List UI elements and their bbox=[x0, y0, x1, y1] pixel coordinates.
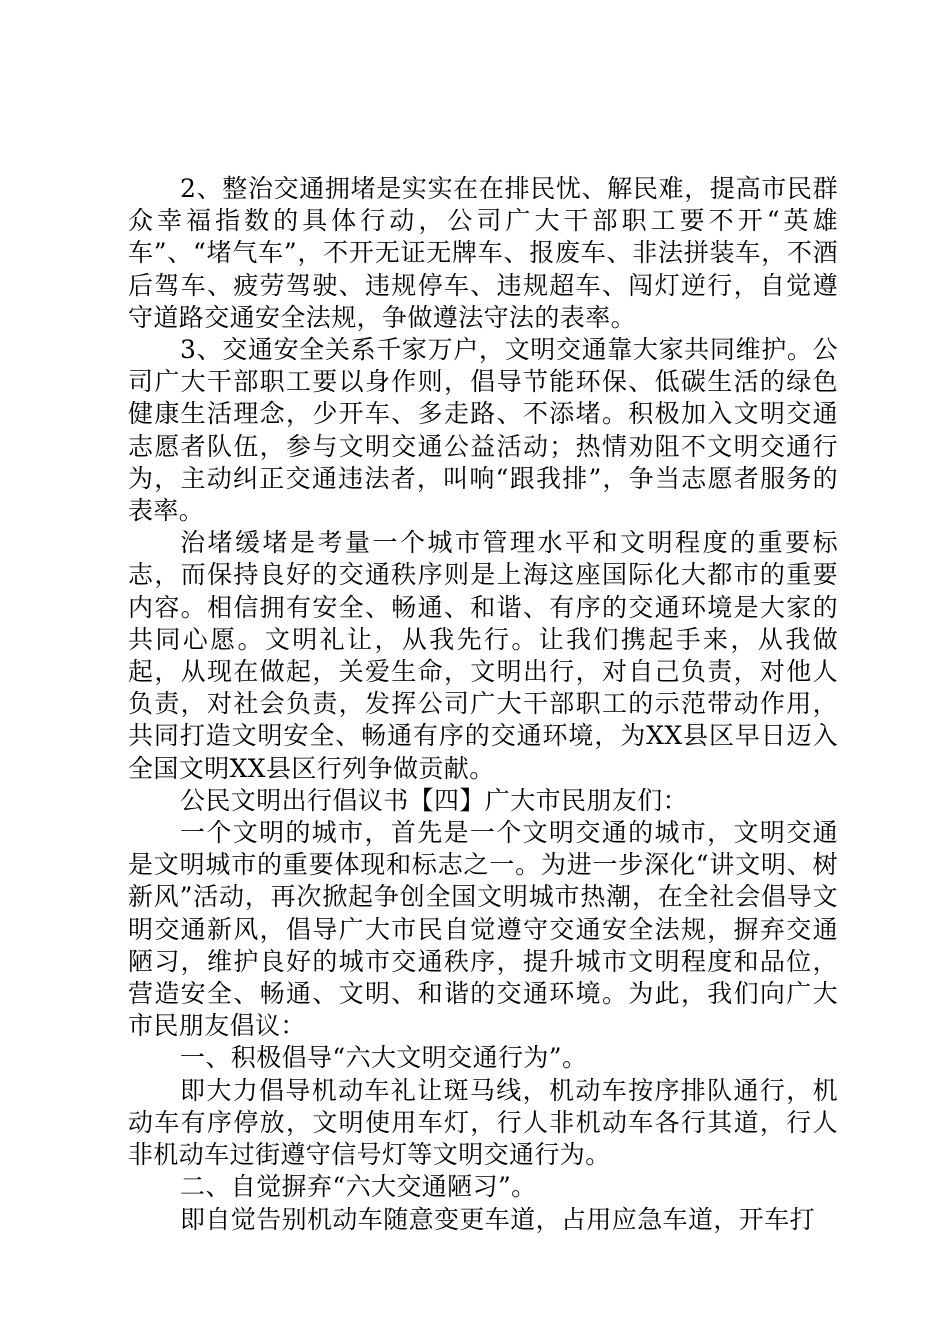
paragraph-section-2: 即自觉告别机动车随意变更车道，占用应急车道，开车打 bbox=[180, 1204, 816, 1234]
paragraph-section-1: 即大力倡导机动车礼让斑马线，机动车按序排队通行，机动车有序停放，文明使用车灯，行人非机动车各行其道，行人非机动车过街遵守信号灯等文明交通行为。 bbox=[128, 1075, 838, 1170]
paragraph-intro: 一个文明的城市，首先是一个文明交通的城市，文明交通是文明城市的重要体现和标志之一。为进一步深化“讲文明、树新风”活动，再次掀起争创全国文明城市热潮，在全社会倡导文明交通新风，倡导广大市民自觉遵守交通安全法规，摒弃交通陋习，维护良好的城市交通秩序，提升城市文明程度和品位，营造安全、畅通、文明、和谐的交通环境。为此，我们向广大市民朋友倡议： bbox=[128, 818, 838, 1041]
paragraph-proposal-heading: 公民文明出行倡议书【四】广大市民朋友们： bbox=[180, 785, 689, 815]
paragraph-point-3: 3、交通安全关系千家万户，文明交通靠大家共同维护。公司广大干部职工要以身作则，倡导节能环保、低碳生活的绿色健康生活理念，少开车、多走路、不添堵。积极加入文明交通志愿者队伍，参与文明交通公益活动；热情劝阻不文明交通行为，主动纠正交通违法者，叫响“跟我排”，争当志愿者服务的表率。 bbox=[128, 335, 838, 526]
section-heading-2: 二、自觉摒弃“六大交通陋习”。 bbox=[180, 1172, 537, 1202]
paragraph-conclusion: 治堵缓堵是考量一个城市管理水平和文明程度的重要标志，而保持良好的交通秩序则是上海这座国际化大都市的重要内容。相信拥有安全、畅通、和谐、有序的交通环境是大家的共同心愿。文明礼让，从我先行。让我们携起手来，从我做起，从现在做起，关爱生命，文明出行，对自己负责，对他人负责，对社会负责，发挥公司广大干部职工的示范带动作用，共同打造文明安全、畅通有序的交通环境，为XX县区早日迈入全国文明XX县区行列争做贡献。 bbox=[128, 528, 838, 783]
document-body bbox=[128, 173, 838, 1236]
section-heading-1: 一、积极倡导“六大文明交通行为”。 bbox=[180, 1043, 588, 1073]
paragraph-point-2: 2、整治交通拥堵是实实在在排民忧、解民难，提高市民群众幸福指数的具体行动，公司广大干部职工要不开“英雄车”、“堵气车”，不开无证无牌车、报废车、非法拼装车，不酒后驾车、疲劳驾驶、违规停车、违规超车、闯灯逆行，自觉遵守道路交通安全法规，争做遵法守法的表率。 bbox=[128, 174, 838, 332]
